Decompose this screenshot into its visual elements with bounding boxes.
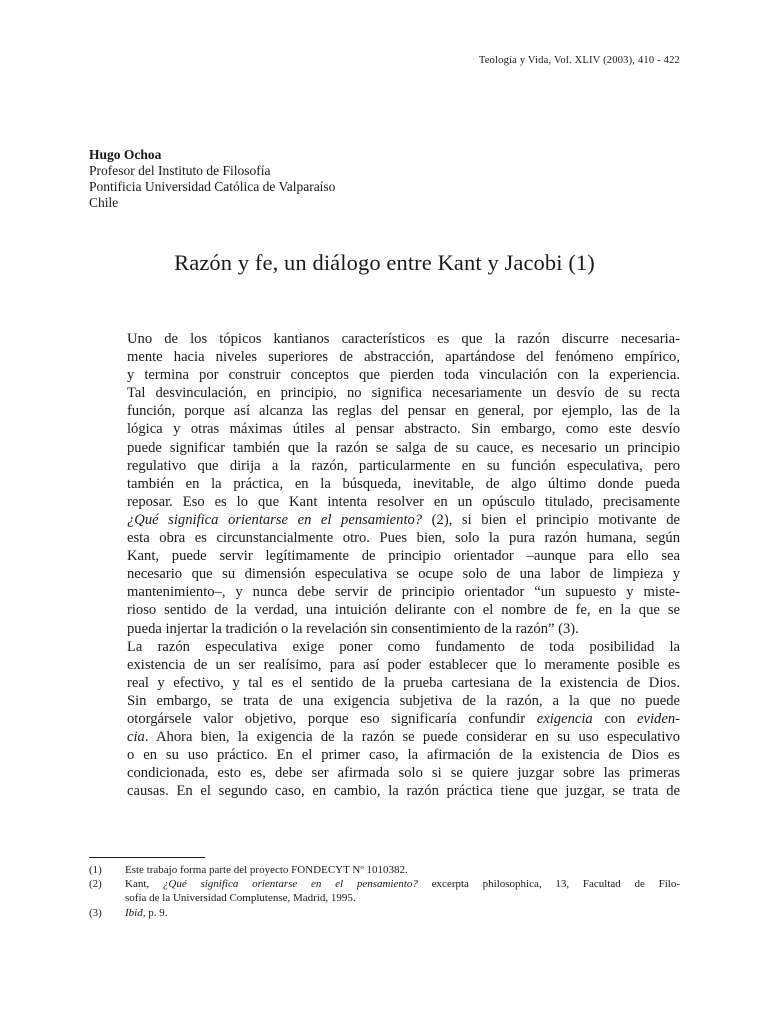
footnote-line xyxy=(125,877,680,891)
footnote-text xyxy=(125,877,680,905)
author-block xyxy=(89,147,335,211)
work-title-italic: ¿Qué significa orientarse en el pensamiento? xyxy=(162,878,418,891)
author-country: Chile xyxy=(89,195,119,210)
footnote-line: sofía de la Universidad Complutense, Madrid, 1995. xyxy=(125,892,356,905)
text-line: regulativo que dirija a la razón, particularmente en su función especulativa, pero xyxy=(127,457,680,474)
ibid-italic: Ibid xyxy=(125,906,143,919)
footnote-divider xyxy=(89,857,205,858)
text-line: reposar. Eso es lo que Kant intenta resolver en un opúsculo titulado, precisamente xyxy=(127,493,680,510)
text-run: , p. 9. xyxy=(142,906,168,919)
footnote-text xyxy=(125,906,680,920)
footnote-text: Este trabajo forma parte del proyecto FONDECYT Nº 1010382. xyxy=(125,864,408,876)
text-line: condicionada, esto es, debe ser afirmada solo si se quiere juzgar sobre las primeras xyxy=(127,765,680,782)
text-line: necesario que su dimensión especulativa se ocupe solo de una labor de limpieza y xyxy=(127,566,680,583)
text-line xyxy=(89,728,680,746)
work-title-italic: ¿Qué significa orientarse en el pensamiento? xyxy=(127,511,423,528)
text-line: Kant, puede servir legítimamente de principio orientador –aunque para ello sea xyxy=(127,548,680,565)
text-line xyxy=(89,710,680,728)
journal-citation: Teología y Vida, Vol. XLIV (2003), 410 - 422 xyxy=(478,55,680,66)
text-line: función, porque así alcanza las reglas del pensar en general, por ejemplo, las de la xyxy=(127,403,680,420)
text-run: otorgársele valor objetivo, porque eso significaría confundir xyxy=(127,710,537,727)
italic-term: exigencia xyxy=(536,710,593,727)
text-run: con xyxy=(592,710,638,727)
footnote-number: (2) xyxy=(89,878,102,891)
footnote-3 xyxy=(89,906,680,920)
text-line: Uno de los tópicos kantianos característicos es que la razón discurre necesaria- xyxy=(127,331,680,347)
text-line: y termina por construir conceptos que pierden toda vinculación con la experiencia. xyxy=(127,367,680,384)
text-run: excerpta philosophica, 13, Facultad de Filo- xyxy=(417,878,680,891)
paragraph-2 xyxy=(89,638,680,801)
footnotes xyxy=(89,863,680,920)
author-position: Profesor del Instituto de Filosofía xyxy=(89,163,271,178)
text-run: Kant, xyxy=(125,878,163,891)
text-line: mente hacia niveles superiores de abstracción, apartándose del fenómeno empírico, xyxy=(127,349,680,366)
text-run: . Ahora bien, la exigencia de la razón se puede considerar en su uso especulativo xyxy=(144,729,680,746)
text-line: causas. En el segundo caso, en cambio, la razón práctica tiene que juzgar, se trata de xyxy=(127,783,680,800)
text-line: existencia de un ser realísimo, para así poder establecer que lo meramente posible es xyxy=(127,656,680,673)
text-line: lógica y otras máximas útiles al pensar abstracto. Sin embargo, como este desvío xyxy=(127,421,680,438)
article-title: Razón y fe, un diálogo entre Kant y Jacobi (1) xyxy=(174,250,595,275)
text-line: Tal desvinculación, en principio, no significa necesariamente un desvío de su recta xyxy=(127,385,680,402)
italic-term: cia xyxy=(127,729,145,746)
text-line: pueda injertar la tradición o la revelación sin consentimiento de la razón” (3). xyxy=(127,620,579,637)
paragraph-1 xyxy=(89,330,680,638)
text-line: esta obra es circunstancialmente otro. Pues bien, solo la pura razón humana, según xyxy=(127,530,680,547)
author-university: Pontificia Universidad Católica de Valparaíso xyxy=(89,179,336,194)
text-line: rioso sentido de la verdad, una intuición delirante con el nombre de fe, en la que se xyxy=(127,602,680,619)
text-line: La razón especulativa exige poner como fundamento de toda posibilidad la xyxy=(127,638,680,655)
footnote-number: (1) xyxy=(89,864,102,876)
footnote-number: (3) xyxy=(89,906,102,919)
italic-term: eviden- xyxy=(637,710,680,727)
footnote-2 xyxy=(89,877,680,905)
text-line: también en la práctica, en la búsqueda, inevitable, de algo último donde pueda xyxy=(127,475,680,492)
article-body xyxy=(89,330,680,800)
text-line: Sin embargo, se trata de una exigencia subjetiva de la razón, a la que no puede xyxy=(127,692,680,709)
text-line: puede significar también que la razón se salga de su cauce, es necesario un principio xyxy=(127,439,680,456)
author-name: Hugo Ochoa xyxy=(89,147,162,162)
text-run: (2), si bien el principio motivante de xyxy=(422,511,681,528)
text-line: o en su uso práctico. En el primer caso, la afirmación de la existencia de Dios es xyxy=(127,747,680,764)
text-line xyxy=(89,511,680,529)
text-line: real y efectivo, y tal es el sentido de la prueba cartesiana de la existencia de Dios. xyxy=(127,674,680,691)
text-line: mantenimiento–, y nunca debe servir de principio orientador “un supuesto y miste- xyxy=(127,584,680,601)
footnote-1 xyxy=(89,863,680,877)
